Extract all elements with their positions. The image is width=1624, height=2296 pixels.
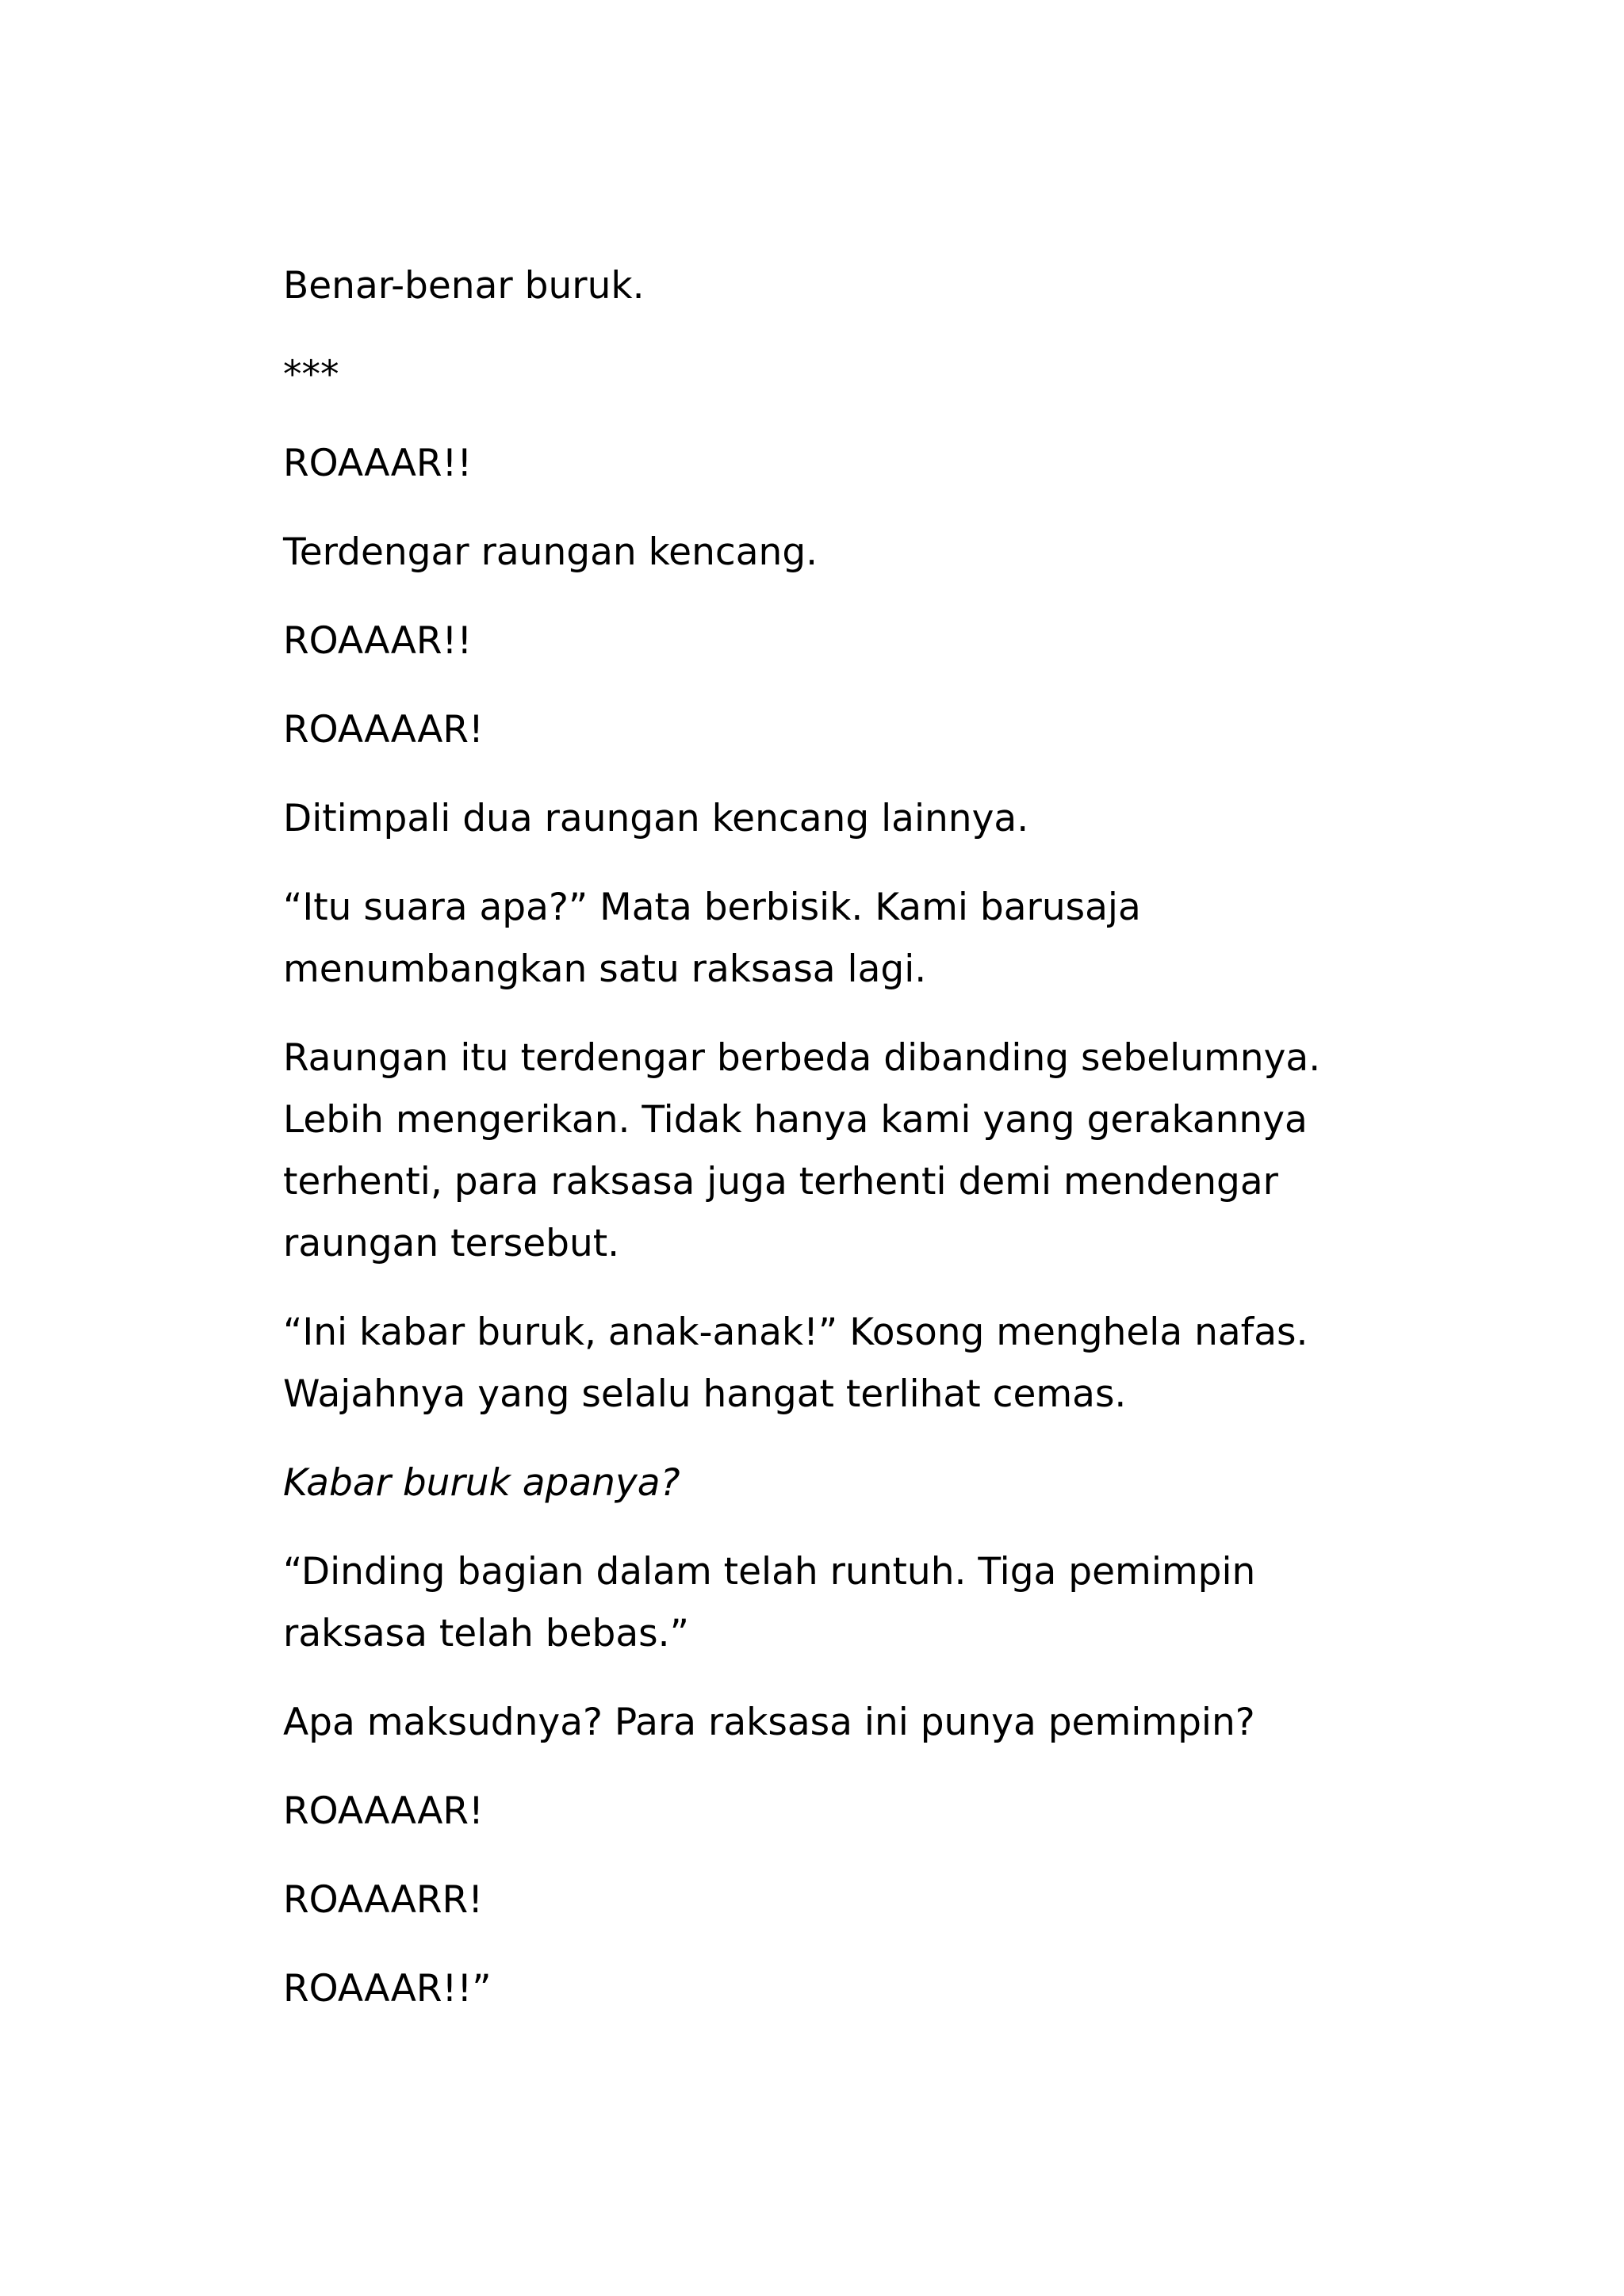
paragraph: Benar-benar buruk. [283,264,645,308]
paragraph: Apa maksudnya? Para raksasa ini punya pemimpin? [283,1701,1255,1744]
paragraph: ROAAAR!! [283,619,473,663]
paragraph: ROAAAAR! [283,1789,484,1833]
paragraph: “Dinding bagian dalam telah runtuh. Tiga pemimpin raksasa telah bebas.” [283,1550,1256,1655]
scene-break: *** [283,353,339,396]
paragraph: Terdengar raungan kencang. [283,530,818,574]
document-body [283,255,1346,2047]
paragraph: ROAAAR!!” [283,1967,492,2011]
paragraph: ROAAAR!! [283,442,473,485]
paragraph: Raungan itu terdengar berbeda dibanding sebelumnya. Lebih mengerikan. Tidak hanya kami yang gerakannya terhenti, para raksasa juga terhenti demi mendengar raungan tersebut. [283,1036,1321,1265]
paragraph: “Itu suara apa?” Mata berbisik. Kami barusaja menumbangkan satu raksasa lagi. [283,886,1141,991]
paragraph: Ditimpali dua raungan kencang lainnya. [283,797,1029,840]
paragraph: ROAAARR! [283,1878,484,1922]
paragraph-italic: Kabar buruk apanya? [283,1461,680,1505]
paragraph: “Ini kabar buruk, anak-anak!” Kosong menghela nafas. Wajahnya yang selalu hangat terlihat cemas. [283,1311,1308,1416]
paragraph: ROAAAAR! [283,708,484,752]
